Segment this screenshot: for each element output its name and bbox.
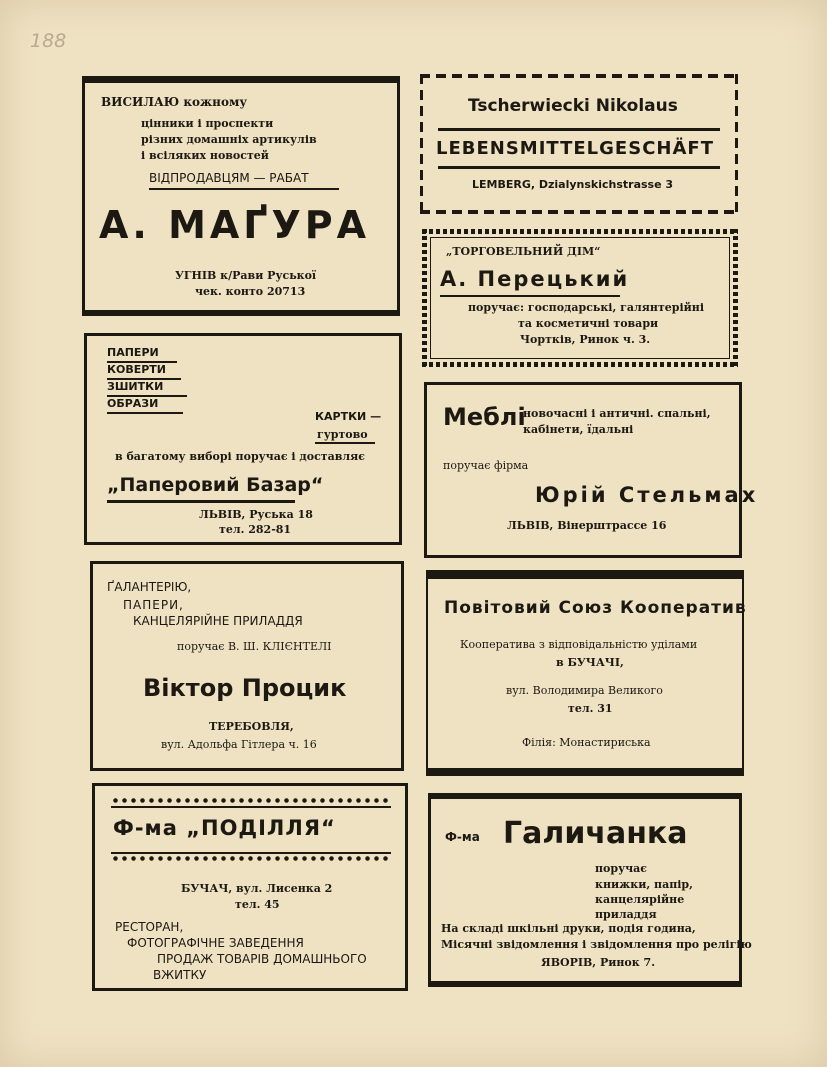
paper-cards: КАРТКИ —: [315, 410, 382, 423]
soyuz-line3: в БУЧАЧІ,: [556, 656, 624, 669]
stelmakh-address: ЛЬВІВ, Вінерштрассе 16: [507, 519, 667, 532]
protsyk-city: ТЕРЕБОВЛЯ,: [209, 720, 294, 733]
podillya-line6: ПРОДАЖ ТОВАРІВ ДОМАШНЬОГО: [157, 952, 367, 966]
ad-tscherwiecki: [420, 74, 738, 214]
magura-line1: ВИСИЛАЮ кожному: [101, 95, 248, 109]
protsyk-line4: поручає В. Ш. КЛІЄНТЕЛІ: [177, 640, 332, 653]
paper-item-3: ЗШИТКИ: [107, 380, 164, 393]
peretsky-line4: та косметичні товари: [518, 317, 659, 330]
stelmakh-desc2: кабінети, їдальні: [523, 423, 634, 436]
protsyk-line1: ҐАЛАНТЕРІЮ,: [107, 580, 192, 594]
soyuz-line4: вул. Володимира Великого: [506, 684, 663, 697]
pencil-page-number: 188: [30, 30, 67, 52]
magura-name: А. МАҐУРА: [99, 203, 371, 247]
halychanka-prefix: Ф-ма: [445, 830, 480, 844]
stelmakh-firm: поручає фірма: [443, 459, 529, 472]
halychanka-line6: На складі шкільні друки, подія година,: [441, 922, 696, 935]
paper-item-4: ОБРАЗИ: [107, 397, 159, 410]
peretsky-line1: „ТОРГОВЕЛЬНИЙ ДІМ“: [446, 245, 601, 258]
soyuz-phone: тел. 31: [568, 702, 613, 715]
protsyk-street: вул. Адольфа Гітлера ч. 16: [161, 738, 317, 751]
magura-line2: цінники і проспекти: [141, 117, 274, 130]
magura-line4: і всіляких новостей: [141, 149, 269, 162]
protsyk-line3: КАНЦЕЛЯРІЙНЕ ПРИЛАДДЯ: [133, 614, 303, 628]
protsyk-name: Віктор Процик: [143, 674, 347, 702]
paper-wholesale: гуртово: [317, 428, 368, 441]
ad-stelmakh: [424, 382, 759, 558]
peretsky-line5: Чортків, Ринок ч. 3.: [520, 333, 651, 346]
soyuz-line2: Кооператива з відповідальністю уділами: [460, 638, 698, 651]
halychanka-line4: канцелярійне: [595, 893, 685, 906]
podillya-address: БУЧАЧ, вул. Лисенка 2: [181, 882, 333, 895]
ad-magura: [82, 76, 400, 316]
protsyk-line2: ПАПЕРИ,: [123, 598, 184, 612]
stelmakh-name: Юрій Стельмах: [535, 483, 759, 507]
ad-soyuz: [426, 570, 747, 776]
tscherwiecki-name: Tscherwiecki Nikolaus: [468, 96, 678, 116]
magura-account: чек. конто 20713: [195, 285, 306, 298]
halychanka-line3: книжки, папір,: [595, 878, 693, 891]
podillya-line5: ФОТОГРАФІЧНЕ ЗАВЕДЕННЯ: [127, 936, 304, 950]
ad-paper-bazar: [84, 333, 402, 545]
tscherwiecki-business: LEBENSMITTELGESCHÄFT: [436, 138, 714, 159]
peretsky-line3: поручає: господарські, галянтерійні: [468, 301, 705, 314]
paper-item-2: КОВЕРТИ: [107, 363, 167, 376]
halychanka-address: ЯВОРІВ, Ринок 7.: [541, 956, 656, 969]
podillya-line7: ВЖИТКУ: [153, 968, 207, 982]
paper-name: „Паперовий Базар“: [107, 474, 324, 496]
magura-city: УГНІВ к/Рави Руської: [175, 269, 317, 282]
halychanka-line2: поручає: [595, 862, 647, 875]
magura-line3: різних домашніх артикулів: [141, 133, 317, 146]
peretsky-name: А. Перецький: [440, 267, 630, 291]
stelmakh-title: Меблі: [443, 403, 526, 431]
ad-podillya: [92, 783, 408, 991]
podillya-phone: тел. 45: [235, 898, 280, 911]
paper-offer: в багатому виборі поручає і доставляє: [115, 450, 365, 463]
magura-discount: ВІДПРОДАВЦЯМ — РАБАТ: [149, 171, 309, 185]
halychanka-line7: Місячні звідомлення і звідомлення про релігію: [441, 938, 752, 951]
paper-item-1: ПАПЕРИ: [107, 346, 159, 359]
tscherwiecki-address: LEMBERG, Dzialynskichstrasse 3: [472, 178, 674, 191]
paper-address: ЛЬВІВ, Руська 18: [199, 508, 313, 521]
stelmakh-desc1: новочасні і античні. спальні,: [523, 407, 711, 420]
ad-protsyk: [90, 561, 404, 771]
paper-phone: тел. 282-81: [219, 523, 292, 536]
ad-halychanka: [428, 793, 752, 987]
soyuz-branch: Філія: Монастириська: [522, 736, 651, 749]
halychanka-name: Галичанка: [503, 816, 688, 851]
podillya-name: Ф-ма „ПОДІЛЛЯ“: [113, 816, 336, 840]
podillya-line4: РЕСТОРАН,: [115, 920, 184, 934]
halychanka-line5: приладдя: [595, 908, 657, 921]
ad-peretsky: [422, 229, 738, 367]
soyuz-title: Повітовий Союз Кооператив: [444, 598, 747, 618]
